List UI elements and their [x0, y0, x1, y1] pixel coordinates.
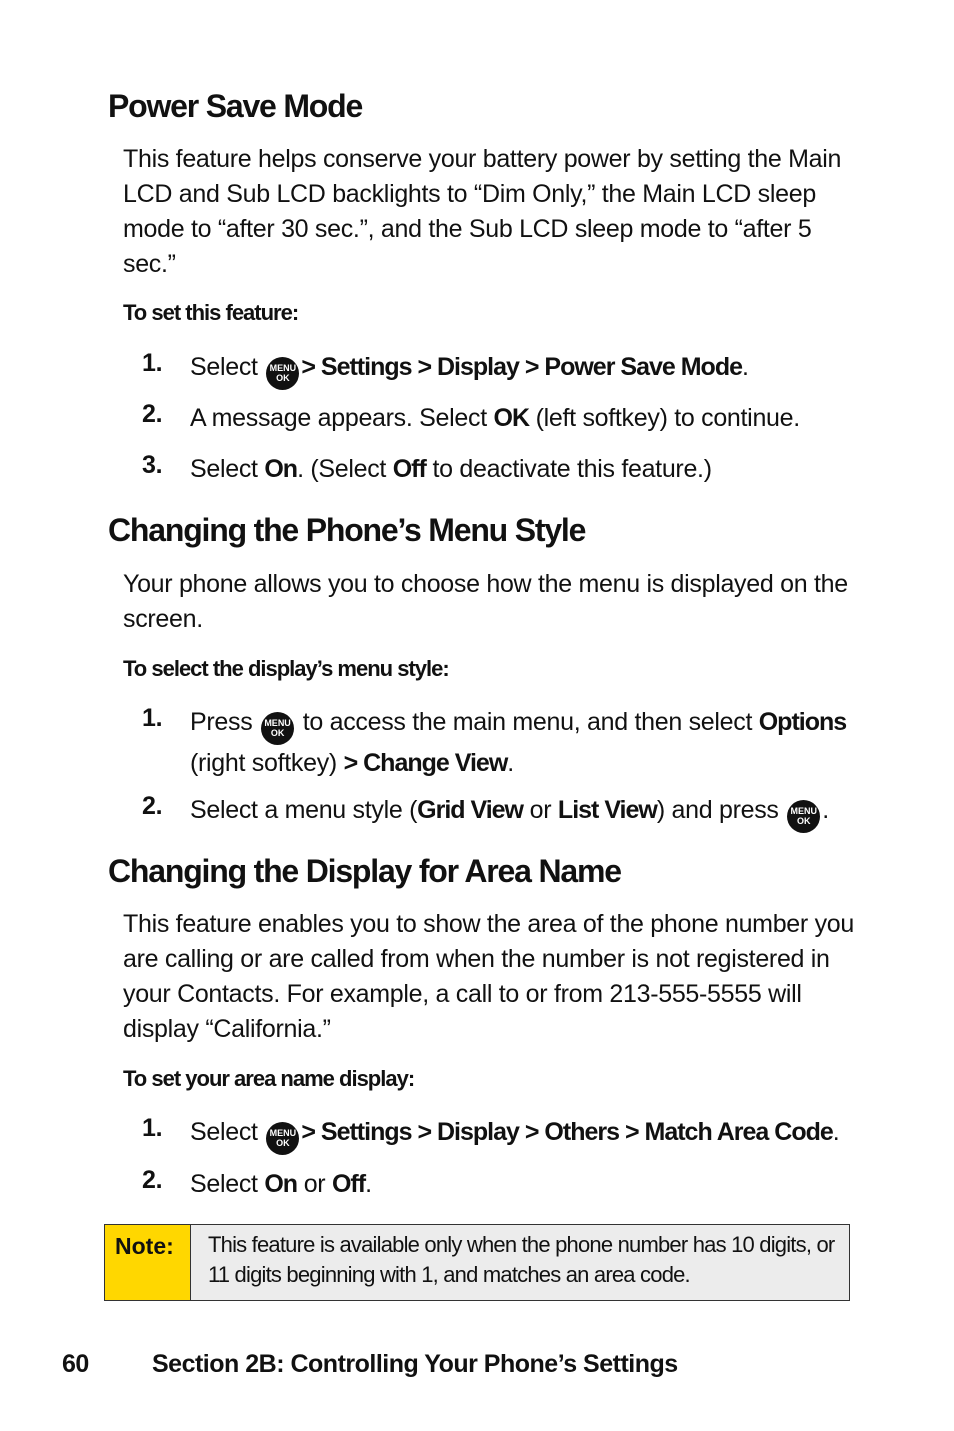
list-view-label: List View	[557, 796, 657, 824]
step-number: 3.	[142, 451, 163, 479]
menu-path: > Change View	[343, 749, 508, 777]
power-save-description: This feature helps conserve your battery power by setting the Main LCD and Sub LCD backlights to “Dim Only,” the Main LCD sleep mode to “after 30 sec.”, and the Sub LCD sleep mode to “after 5 sec.”	[123, 145, 842, 278]
heading-menu-style: Changing the Phone’s Menu Style	[108, 512, 586, 548]
manual-page: Power Save Mode This feature helps conserve your battery power by setting the Main LCD and Sub LCD backlights to “Dim Only,” the Main LCD sleep mode to “after 30 sec.”, and the Sub LCD sleep mode to “after 5 sec.” To set this feature: 1. Select MENU OK > Settings > Display > Power Save Mode. 2. A message appears. Select OK (left softkey) to continue. 3. Select On. (Select Off to deactivate this feature.) Changing the Phone’s Menu Style Your phone allows you to choose how the menu is displayed on the screen. To select the display’s menu style: 1. Press MENU OK to access the main menu, and then select Options (right softkey) > Change View. 2. Select a menu style (Grid View or List View) and press MENU OK . Changing the Display for Area Name This feature enables you to show the area of the phone number you are calling or are called from when the number is not registered in your Contacts. For example, a call to or from 213-555-5555 will display “California.” To set your area name display: 1. Select MENU OK > Settings > Display > Others > Match Area Code. 2. Select On or Off. Note: This feature is available only when the phone number has 10 digits, or 11 digits beginning with 1, and matches an area code. 60 Section 2B: Controlling Your Phone’s Settings	[0, 0, 954, 1431]
note-label: Note:	[105, 1225, 191, 1300]
heading-area-name: Changing the Display for Area Name	[108, 853, 621, 889]
menu-style-description: Your phone allows you to choose how the menu is displayed on the screen.	[123, 570, 848, 633]
power-save-subheading: To set this feature:	[123, 300, 299, 325]
page-footer	[62, 1350, 678, 1379]
options-softkey-label: Options	[758, 708, 847, 736]
heading-power-save-mode: Power Save Mode	[108, 88, 363, 124]
on-option-label: On	[264, 1170, 298, 1198]
page-number: 60	[62, 1350, 89, 1378]
on-option-label: On	[264, 455, 298, 483]
step-number: 2.	[142, 400, 163, 428]
step-number: 1.	[142, 349, 163, 377]
menu-path: > Settings > Display > Power Save Mode	[301, 353, 742, 381]
step-text: Select	[190, 353, 258, 381]
menu-ok-icon: MENU OK	[266, 357, 299, 390]
step-number: 2.	[142, 792, 163, 820]
grid-view-label: Grid View	[417, 796, 523, 824]
note-box	[104, 1224, 850, 1301]
menu-style-subheading: To select the display’s menu style:	[123, 656, 449, 681]
section-title: Section 2B: Controlling Your Phone’s Settings	[152, 1350, 678, 1378]
menu-ok-icon: MENU OK	[261, 712, 294, 745]
menu-ok-icon: MENU OK	[787, 800, 820, 833]
area-name-subheading: To set your area name display:	[123, 1066, 415, 1091]
ok-softkey-label: OK	[493, 404, 529, 432]
step-number: 1.	[142, 1114, 163, 1142]
off-option-label: Off	[392, 455, 426, 483]
menu-path: > Settings > Display > Others > Match Area Code	[301, 1118, 833, 1146]
off-option-label: Off	[331, 1170, 366, 1198]
area-name-description: This feature enables you to show the area of the phone number you are calling or are called from when the number is not registered in your Contacts. For example, a call to or from 213-555-5555 will display “California.”	[123, 910, 854, 1043]
step-number: 2.	[142, 1166, 163, 1194]
note-text: This feature is available only when the phone number has 10 digits, or 11 digits beginning with 1, and matches an area code.	[191, 1225, 849, 1300]
menu-ok-icon: MENU OK	[266, 1122, 299, 1155]
step-number: 1.	[142, 704, 163, 732]
